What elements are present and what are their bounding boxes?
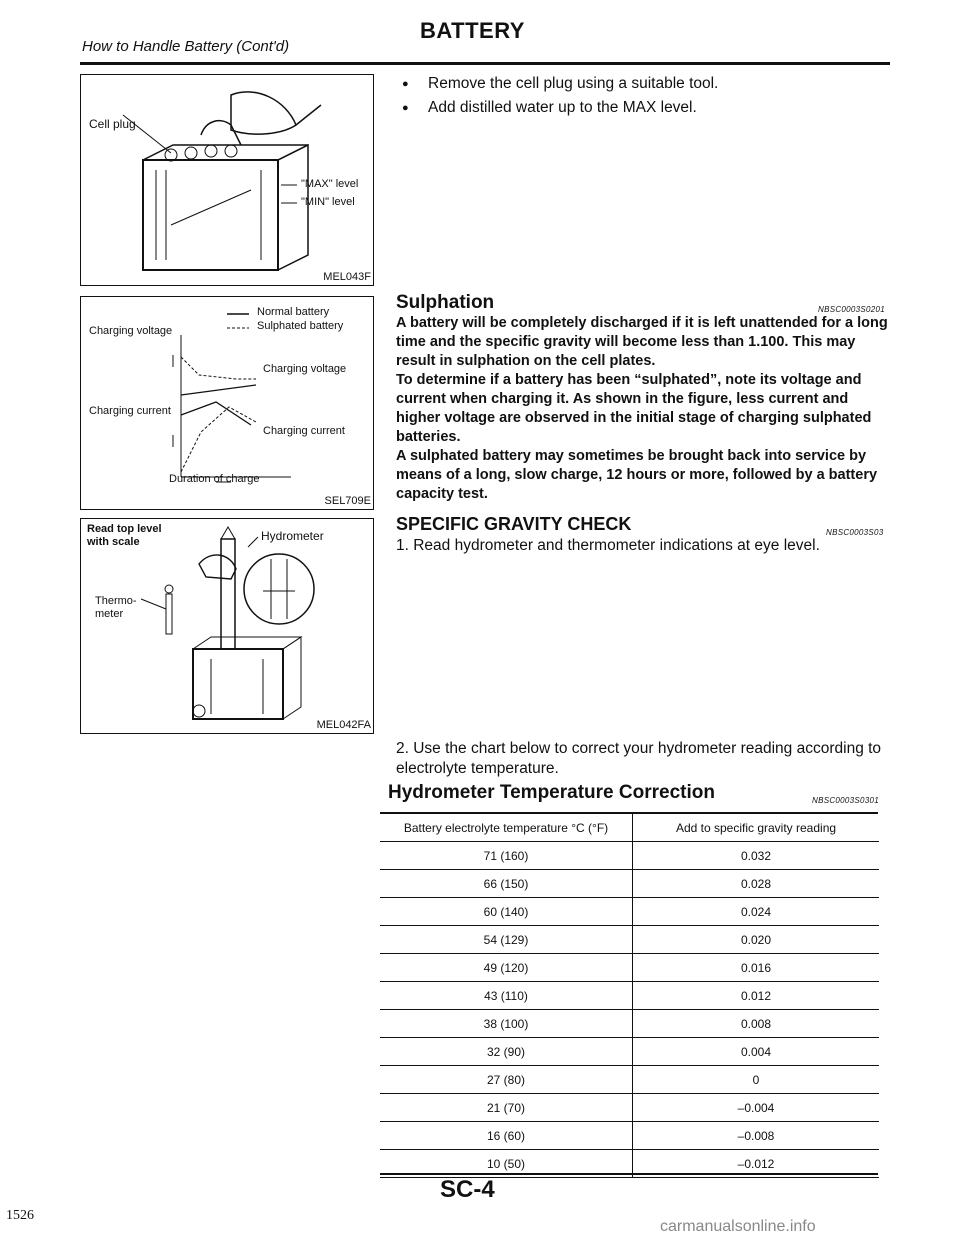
table-cell: 10 (50) <box>380 1150 633 1178</box>
table-cell: 16 (60) <box>380 1122 633 1150</box>
step-2: 2. Use the chart below to correct your hydrometer reading according to electrolyte temperature. <box>396 740 882 777</box>
label-cell-plug: Cell plug <box>89 117 136 131</box>
curve-charging-current: Charging current <box>263 425 345 437</box>
figure-code: MEL043F <box>323 271 371 283</box>
table-cell: 0.012 <box>633 982 880 1010</box>
curve-charging-voltage: Charging voltage <box>263 363 347 375</box>
ref-code: NBSC0003S03 <box>826 528 884 537</box>
procedure-bullets <box>402 72 718 120</box>
header-rule <box>80 62 890 65</box>
legend-normal-battery: Normal battery <box>257 306 330 318</box>
figure-cell-plug <box>80 74 374 286</box>
table-cell: 43 (110) <box>380 982 633 1010</box>
column-header: Add to specific gravity reading <box>633 814 880 842</box>
page-title: BATTERY <box>420 18 525 43</box>
hydrometer-illustration <box>81 519 373 733</box>
table-cell: 54 (129) <box>380 926 633 954</box>
label-read-top-level: Read top level <box>87 523 162 535</box>
axis-charging-current: Charging current <box>89 405 171 417</box>
table-cell: 0.004 <box>633 1038 880 1066</box>
paragraph: To determine if a battery has been “sulphated”, note its voltage and current when charging it. As shown in the figure, less current and higher voltage are observed in the initial stage of charging sulphated batteries. <box>396 372 872 445</box>
axis-charging-voltage: Charging voltage <box>89 325 173 337</box>
table-cell: 0.008 <box>633 1010 880 1038</box>
table-row <box>380 982 879 1010</box>
step-1: 1. Read hydrometer and thermometer indications at eye level. <box>396 537 820 554</box>
heading-specific-gravity: SPECIFIC GRAVITY CHECK <box>396 514 632 534</box>
margin-number: 1526 <box>6 1208 34 1223</box>
table-cell: 66 (150) <box>380 870 633 898</box>
legend-sulphated-battery: Sulphated battery <box>257 320 344 332</box>
table-row <box>380 898 879 926</box>
table-row <box>380 926 879 954</box>
table-cell: 0.032 <box>633 842 880 870</box>
label-hydrometer: Hydrometer <box>261 529 324 543</box>
table-cell: –0.008 <box>633 1122 880 1150</box>
table-cell: 0 <box>633 1066 880 1094</box>
column-header: Battery electrolyte temperature °C (°F) <box>380 814 633 842</box>
table-cell: 32 (90) <box>380 1038 633 1066</box>
table-row <box>380 1038 879 1066</box>
label-with-scale: with scale <box>87 536 140 548</box>
table-cell: –0.012 <box>633 1150 880 1178</box>
table-cell: 38 (100) <box>380 1010 633 1038</box>
label-min-level: "MIN" level <box>301 196 355 208</box>
table-cell: 21 (70) <box>380 1094 633 1122</box>
label-max-level: "MAX" level <box>301 178 359 190</box>
figure-hydrometer <box>80 518 374 734</box>
ref-code: NBSC0003S0201 <box>818 305 886 314</box>
label-thermometer-1: Thermo- <box>95 595 137 607</box>
heading-sulphation: Sulphation <box>396 292 495 313</box>
figure-code: SEL709E <box>324 495 371 507</box>
table-bottom-rule <box>380 1173 878 1175</box>
table-row <box>380 870 879 898</box>
label-thermometer-2: meter <box>95 608 124 620</box>
paragraph: A battery will be completely discharged if it is left unattended for a long time and the specific gravity will become less than 1.100. This may result in sulphation on the cell plates. <box>396 315 888 369</box>
heading-temperature-correction: Hydrometer Temperature Correction <box>388 782 715 803</box>
table-cell: 0.016 <box>633 954 880 982</box>
table-row <box>380 1122 879 1150</box>
table-cell: –0.004 <box>633 1094 880 1122</box>
figure-charging-graph <box>80 296 374 510</box>
table-cell: 0.020 <box>633 926 880 954</box>
table-row <box>380 1094 879 1122</box>
figure-code: MEL042FA <box>316 719 371 731</box>
table-cell: 27 (80) <box>380 1066 633 1094</box>
table-cell: 0.024 <box>633 898 880 926</box>
table-cell: 0.028 <box>633 870 880 898</box>
paragraph: A sulphated battery may sometimes be brought back into service by means of a long, slow charge, 12 hours or more, followed by a battery capacity test. <box>396 448 878 502</box>
correction-table <box>380 814 879 1178</box>
table-row <box>380 842 879 870</box>
table-row <box>380 1066 879 1094</box>
ref-code: NBSC0003S0301 <box>812 796 880 805</box>
sulphation-text <box>396 314 896 504</box>
bullet-item: ● Remove the cell plug using a suitable tool. <box>402 72 718 96</box>
table-cell: 60 (140) <box>380 898 633 926</box>
watermark: carmanualsonline.info <box>660 1218 816 1235</box>
table-cell: 49 (120) <box>380 954 633 982</box>
table-row <box>380 1010 879 1038</box>
table-header-row <box>380 814 879 842</box>
axis-duration-of-charge: Duration of charge <box>169 473 260 485</box>
bullet-item: ● Add distilled water up to the MAX level. <box>402 96 718 120</box>
page-number: SC-4 <box>440 1176 495 1203</box>
section-subheading: How to Handle Battery (Cont'd) <box>82 38 290 55</box>
table-row <box>380 954 879 982</box>
table-cell: 71 (160) <box>380 842 633 870</box>
